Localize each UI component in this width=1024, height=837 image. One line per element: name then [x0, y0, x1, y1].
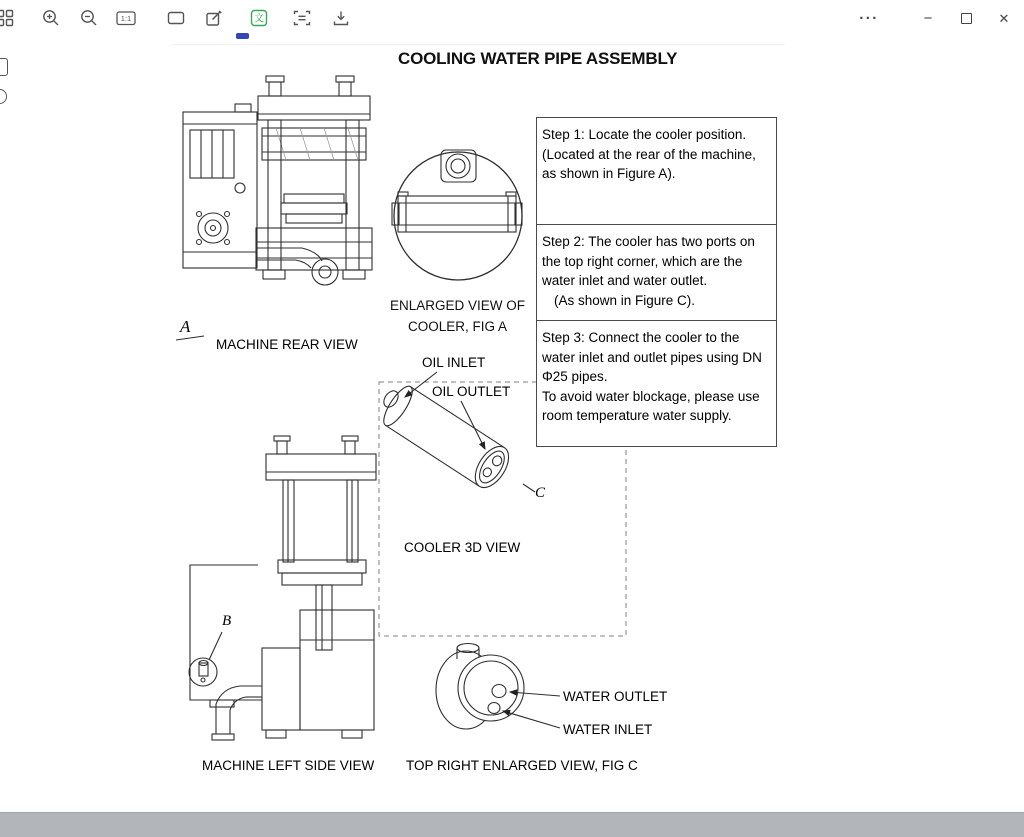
translate-icon — [249, 8, 269, 28]
actual-size-icon — [115, 8, 137, 28]
more-menu-button[interactable] — [857, 6, 881, 30]
cooler-3d-caption: COOLER 3D VIEW — [404, 540, 521, 555]
zoom-in-icon — [41, 8, 61, 28]
maximize-button[interactable] — [954, 6, 978, 30]
download-icon — [331, 8, 351, 28]
minimize-icon: − — [923, 9, 933, 27]
instruction-steps — [536, 117, 777, 447]
page-title: COOLING WATER PIPE ASSEMBLY — [398, 49, 678, 68]
enlarged-cooler-caption-line2: COOLER, FIG A — [407, 319, 508, 334]
apps-grid-button[interactable] — [0, 6, 17, 30]
bottom-bar — [0, 812, 1024, 837]
step-3-note: To avoid water blockage, please use room temperature water supply. — [542, 388, 760, 423]
oil-outlet-label: OIL OUTLET — [432, 384, 511, 399]
fig-c-caption: TOP RIGHT ENLARGED VIEW, FIG C — [406, 758, 638, 773]
machine-rear-view-drawing — [176, 76, 372, 340]
figure-marker-b: B — [222, 613, 232, 629]
edge-clipped-icon[interactable] — [0, 58, 8, 76]
step-1-note: (Located at the rear of the machine, as shown in Figure A). — [542, 146, 756, 181]
step-2-main: Step 2: The cooler has two ports on the top right corner, which are the water inlet and water outlet. — [542, 234, 755, 288]
figure-marker-c: C — [535, 485, 546, 501]
step-1-box — [536, 117, 777, 225]
ocr-scan-button[interactable] — [290, 6, 314, 30]
maximize-icon — [961, 13, 972, 24]
translate-glyph: 文 — [254, 13, 264, 25]
actual-size-label: 1:1 — [120, 14, 132, 24]
ocr-scan-icon — [292, 8, 312, 28]
close-button[interactable] — [992, 6, 1016, 30]
fig-c-drawing — [436, 644, 560, 730]
download-button[interactable] — [329, 6, 353, 30]
enlarged-cooler-drawing — [392, 150, 522, 280]
step-3-main: Step 3: Connect the cooler to the water inlet and outlet pipes using DN Φ25 pipes. — [542, 330, 762, 384]
translate-button[interactable] — [247, 6, 271, 30]
machine-rear-caption: MACHINE REAR VIEW — [216, 337, 358, 352]
toolbar — [0, 0, 1024, 44]
oil-inlet-label: OIL INLET — [422, 355, 486, 370]
machine-left-caption: MACHINE LEFT SIDE VIEW — [202, 758, 375, 773]
step-1-main: Step 1: Locate the cooler position. — [542, 127, 747, 142]
enlarged-cooler-caption — [385, 295, 530, 337]
enlarged-cooler-caption-line1: ENLARGED VIEW OF — [389, 298, 526, 313]
zoom-out-button[interactable] — [77, 6, 101, 30]
water-inlet-label: WATER INLET — [563, 722, 653, 737]
active-tool-indicator — [236, 33, 249, 39]
step-3-box — [536, 320, 777, 447]
water-outlet-label: WATER OUTLET — [563, 689, 668, 704]
ellipsis-icon: ··· — [859, 9, 879, 27]
capture-area-button[interactable] — [164, 6, 188, 30]
actual-size-button[interactable] — [114, 6, 138, 30]
step-2-box — [536, 224, 777, 321]
capture-area-icon — [166, 8, 186, 28]
apps-grid-icon — [0, 8, 15, 28]
machine-left-side-drawing — [189, 436, 376, 740]
step-2-note: (As shown in Figure C). — [554, 292, 696, 308]
zoom-out-icon — [79, 8, 99, 28]
close-icon: ✕ — [998, 10, 1010, 26]
zoom-in-button[interactable] — [39, 6, 63, 30]
edit-icon — [204, 8, 224, 28]
edit-button[interactable] — [202, 6, 226, 30]
minimize-button[interactable] — [916, 6, 940, 30]
figure-marker-a: A — [180, 317, 191, 336]
